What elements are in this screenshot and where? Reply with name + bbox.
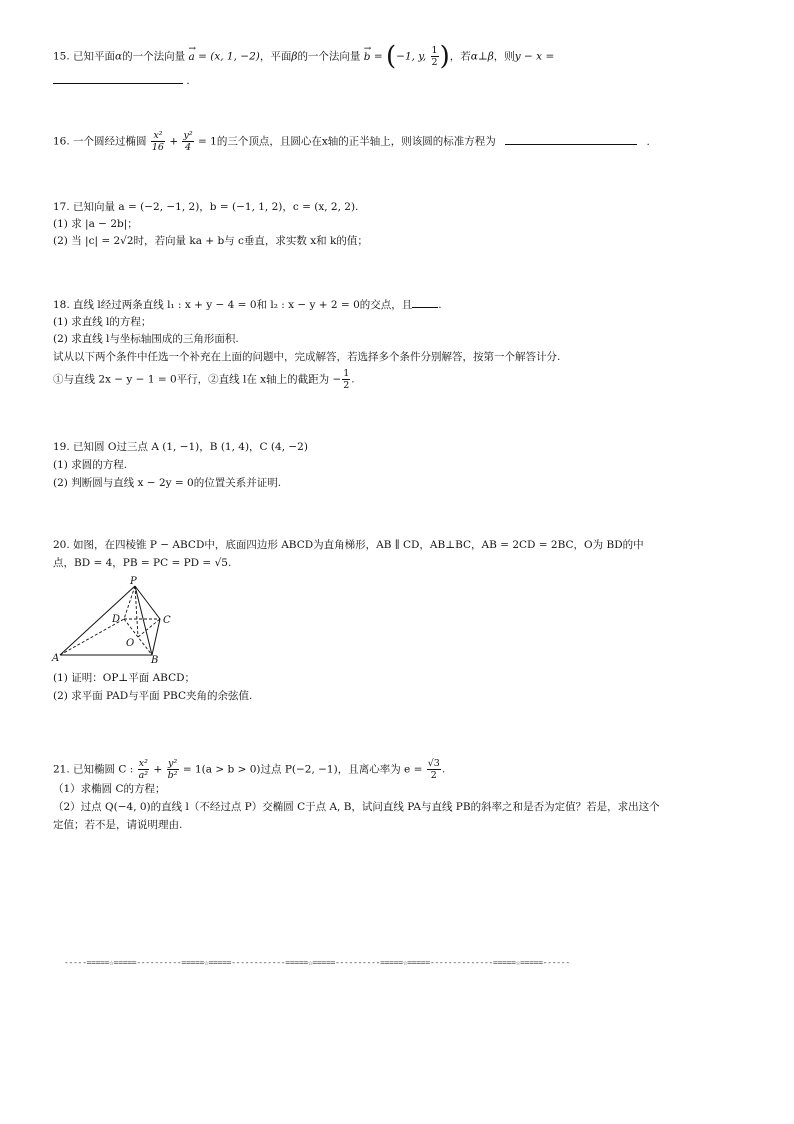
left-paren: (	[386, 41, 397, 72]
answer-blank[interactable]	[53, 83, 183, 84]
label-A: A	[52, 653, 60, 664]
question-17-part-2: (2) 当 |c| = 2√2时，若向量 ka + b与 c垂直，求实数 x和 k的值；	[53, 235, 368, 247]
vector-b: b →	[363, 43, 372, 63]
answer-blank[interactable]	[505, 144, 637, 145]
right-paren: )	[439, 41, 450, 72]
label-O: O	[126, 638, 135, 649]
question-18-part-1: (1) 求直线 l的方程；	[53, 316, 152, 328]
question-19-part-2: (2) 判断圆与直线 x − 2y = 0的位置关系并证明.	[53, 477, 282, 489]
question-21-part-1: （1）求椭圆 C的方程；	[53, 783, 166, 795]
q18-number: 18.	[53, 299, 70, 311]
fraction-sqrt3-2: $\frac{√3}{2}$	[427, 758, 440, 781]
answer-blank[interactable]	[412, 307, 438, 308]
q15-number: 15.	[53, 50, 70, 63]
edge-BC	[152, 619, 160, 655]
q16-number: 16.	[53, 135, 70, 148]
label-B: B	[151, 655, 159, 664]
question-17-stem: 17. 已知向量 a = (−2, −1, 2)，b = (−1, 1, 2)，c = (x, 2, 2).	[53, 201, 359, 213]
question-15: 15. 已知平面α的一个法向量 a → = (x, 1, −2)，平面β的一个法向量 b → = (−1, y, $\frac{1}{2}$ )，若α⊥β，则y − x =	[53, 41, 555, 72]
fraction-half: $\frac{1}{2}$	[343, 368, 350, 391]
question-17-part-1: (1) 求 |a − 2b|；	[53, 218, 138, 230]
q19-number: 19.	[53, 441, 70, 453]
question-18-conditions: ①与直线 2x − y − 1 = 0平行，②直线 l在 x轴上的截距为 − $\frac{1}{2}$ .	[53, 368, 355, 391]
question-19-stem: 19. 已知圆 O过三点 A (1, −1)，B (1, 4)，C (4, −2)	[53, 441, 308, 453]
question-21-part-2a: （2）过点 Q(−4, 0)的直线 l（不经过点 P）交椭圆 C于点 A, B，试问直线 PA与直线 PB的斜率之和是否为定值？若是，求出这个	[53, 801, 660, 813]
vector-a: a →	[188, 43, 197, 63]
question-16: 16. 一个圆经过椭圆 $\frac{\text{x²}}{16}$ + $\frac{\text{y²}}{4}$ = 1的三个顶点，且圆心在x轴的正半轴上，则该圆的标准方程为 .	[53, 130, 650, 153]
question-18-instructions: 试从以下两个条件中任选一个补充在上面的问题中，完成解答，若选择多个条件分别解答，按第一个解答计分.	[53, 351, 561, 363]
q15-answer-line: .	[53, 74, 190, 88]
label-C: C	[163, 615, 171, 626]
pyramid-figure	[50, 574, 190, 664]
question-20-part-1: (1) 证明：OP⊥平面 ABCD；	[53, 672, 196, 684]
label-P: P	[130, 576, 137, 587]
fraction-y2-b2: $\frac{\text{y²}}{\text{b²}}$	[167, 758, 178, 781]
question-19-part-1: (1) 求圆的方程.	[53, 459, 128, 471]
question-20-stem-1: 20. 如图，在四棱锥 P − ABCD中，底面四边形 ABCD为直角梯形，AB ∥ CD，AB⊥BC，AB = 2CD = 2BC，O为 BD的中	[53, 539, 644, 551]
question-21-stem: 21. 已知椭圆 C : $\frac{\text{x²}}{\text{a²}}$ + $\frac{\text{y²}}{\text{b²}}$ = 1(a > b > 0)过点 P(−2, −1)，且离心率为 e = $\frac{√3}{2}$ .	[53, 758, 446, 781]
footer-divider: -----=====☆=====----------=====☆=====------------=====☆=====----------=====☆=====--------------=====☆=====------	[64, 958, 570, 967]
question-18-stem: 18. 直线 l经过两条直线 l₁ : x + y − 4 = 0和 l₂ : x − y + 2 = 0的交点，且 .	[53, 299, 442, 311]
question-20-part-2: (2) 求平面 PAD与平面 PBC夹角的余弦值.	[53, 690, 253, 702]
q20-number: 20.	[53, 539, 70, 551]
fraction-y2-4: $\frac{\text{y²}}{4}$	[183, 130, 193, 153]
edge-PA	[60, 586, 135, 655]
fraction-x2-16: $\frac{\text{x²}}{16}$	[151, 130, 164, 153]
q21-number: 21.	[53, 763, 70, 776]
question-21-part-2b: 定值；若不是，请说明理由.	[53, 819, 183, 831]
label-D: D	[112, 614, 121, 625]
fraction-x2-a2: $\frac{\text{x²}}{\text{a²}}$	[138, 758, 149, 781]
question-20-stem-2: 点，BD = 4，PB = PC = PD = √5.	[53, 557, 232, 569]
fraction-half: $\frac{1}{2}$	[431, 45, 438, 68]
q17-number: 17.	[53, 201, 70, 213]
question-18-part-2: (2) 求直线 l与坐标轴围成的三角形面积.	[53, 333, 239, 345]
